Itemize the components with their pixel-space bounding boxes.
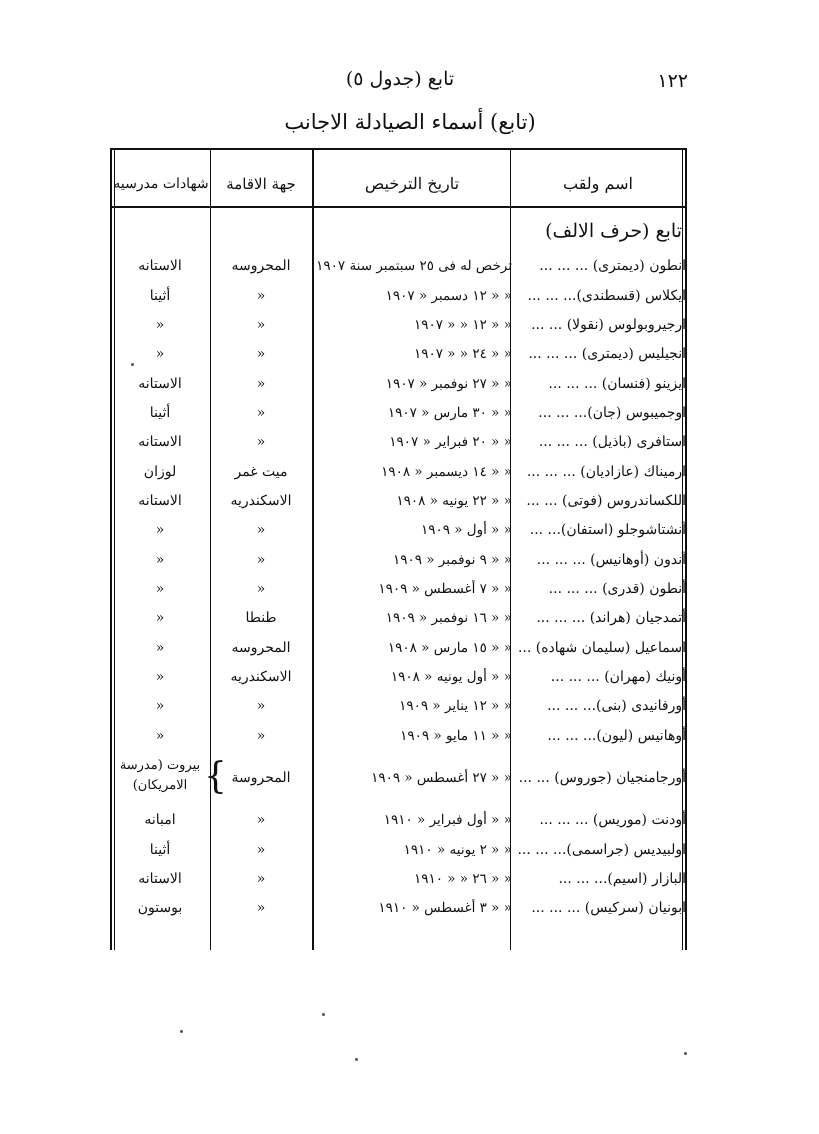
license-date: « « ٢٠ فبراير « ١٩٠٧ [389,434,512,450]
residence: « [256,842,266,858]
pharmacist-name: أوهانيس (ليون)... ... ... [547,728,686,744]
certificate: « [155,669,165,685]
license-date: « « أول يونيه « ١٩٠٨ [390,669,512,685]
residence: « [256,317,266,333]
table-row [0,252,819,280]
certificate: أثينا [149,288,171,304]
residence: « [256,581,266,597]
speck-mark [684,1052,687,1055]
residence: « [256,871,266,887]
table-row [0,458,819,486]
certificate: الاستانه [138,258,182,274]
table-row [0,575,819,603]
residence: طنطا [245,610,277,626]
certificate: أثينا [149,405,171,421]
pharmacist-name: اوجميبوس (جان)... ... ... [538,405,686,421]
table-row [0,663,819,691]
pharmacist-name: ارجيروبولوس (نقولا) ... ... [531,317,686,333]
license-date: « « ٢٧ أغسطس « ١٩٠٩ [371,770,512,786]
residence: « [256,288,266,304]
certificate: الاستانه [138,493,182,509]
certificate: امبانه [144,812,176,828]
pharmacist-name: أونيك (مهران) ... ... ... [550,669,686,685]
residence: « [256,728,266,744]
certificate: « [155,698,165,714]
table-row [0,806,819,834]
certificate: « [155,610,165,626]
pharmacist-name: استافرى (باذيل) ... ... ... [538,434,686,450]
license-date: « « ١٦ نوفمبر « ١٩٠٩ [385,610,512,626]
certificate: « [155,581,165,597]
certificate: « [155,640,165,656]
pharmacist-name: أنطون (قدرى) ... ... ... [548,581,686,597]
header-residence: جهة الاقامة [226,175,296,193]
speck-mark [131,363,134,366]
license-date: « « ١٢ دسمبر « ١٩٠٧ [385,288,512,304]
residence: المحروسة [231,770,291,786]
pharmacist-name: البازار (اسيم)... ... ... [558,871,686,887]
pharmacist-name: آنشتاشوجلو (استفان)... ... [529,522,686,538]
certificate: « [155,317,165,333]
license-date: « « ٣ أغسطس « ١٩١٠ [378,900,512,916]
residence: « [256,698,266,714]
table-row [0,836,819,864]
pharmacist-name: ارميناك (عازاديان) ... ... ... [526,464,686,480]
residence: الاسكندريه [230,493,292,509]
license-date: « « ٩ نوفمبر « ١٩٠٩ [392,552,512,568]
certificate: « [155,522,165,538]
license-date: « « ١٢ « « ١٩٠٧ [413,317,512,333]
table-row [0,546,819,574]
speck-mark [180,1030,183,1033]
license-date: « « ١١ مايو « ١٩٠٩ [400,728,512,744]
pharmacist-name: اسماعيل (سليمان شهاده) ... [517,640,686,656]
license-date: « « ٢٢ يونيه « ١٩٠٨ [396,493,512,509]
license-date: « « أول « ١٩٠٩ [420,522,512,538]
pharmacist-name: اللكساندروس (فوتى) ... ... [526,493,686,509]
residence: « [256,346,266,362]
license-date: « « ١٤ ديسمبر « ١٩٠٨ [381,464,512,480]
header-license-date: تاريخ الترخيص [364,174,460,193]
certificate: أثينا [149,842,171,858]
speck-mark [322,1013,325,1016]
residence: « [256,900,266,916]
license-date: ترخص له فى ٢٥ سبتمبر سنة ١٩٠٧ [316,258,512,274]
certificate: لوزان [143,464,177,480]
table-row [0,487,819,515]
running-title: تابع (جدول ٥) [345,68,455,90]
pharmacist-name: انطون (ديمترى) ... ... ... [539,258,686,274]
pharmacist-name: ابونيان (سركيس) ... ... ... [531,900,686,916]
certificate: الاستانه [138,434,182,450]
license-date: « « ٧ أغسطس « ١٩٠٩ [378,581,512,597]
header-name: اسم ولقب [563,174,633,193]
residence: ميت غمر [234,464,288,480]
residence: الاسكندريه [230,669,292,685]
table-top-rule [112,148,686,150]
pharmacist-name: أورفانيدى (بنى)... ... ... [547,698,686,714]
residence: « [256,522,266,538]
certificate: بوستون [137,900,183,916]
license-date: « « ٣٠ مارس « ١٩٠٧ [387,405,512,421]
certificate: « [155,728,165,744]
table-row [0,692,819,720]
table-row [0,370,819,398]
license-date: « « ١٥ مارس « ١٩٠٨ [387,640,512,656]
license-date: « « ٢ يونيه « ١٩١٠ [403,842,512,858]
residence: « [256,376,266,392]
brace-mark: { [204,756,227,797]
pharmacist-name: آندون (أوهانيس) ... ... ... [536,552,686,568]
pharmacist-name: ايزينو (فنسان) ... ... ... [548,376,686,392]
license-date: « « ٢٤ « « ١٩٠٧ [413,346,512,362]
table-row [0,399,819,427]
certificate: « [155,346,165,362]
pharmacist-name: أودنت (موريس) ... ... ... [539,812,686,828]
table-row [0,282,819,310]
pharmacist-name: أتمدجيان (هراند) ... ... ... [536,610,686,626]
page-number: ١٢٢ [657,70,688,92]
certificate: الاستانه [138,871,182,887]
residence: « [256,552,266,568]
pharmacist-name: انجيليس (ديمترى) ... ... ... [528,346,686,362]
header-certificates: شهادات مدرسيه [113,176,209,192]
certificate: بيروت (مدرسة الامريكان) [119,758,201,793]
table-row [0,604,819,632]
table-row [0,428,819,456]
pharmacist-name: اولبيديس (جراسمى)... ... ... [517,842,686,858]
table-row [0,516,819,544]
header-separator-rule [112,206,686,208]
pharmacist-name: أورجامنجيان (جوروس) ... ... [518,770,686,786]
residence: « [256,434,266,450]
residence: المحروسه [231,258,291,274]
residence: المحروسه [231,640,291,656]
table-row [0,722,819,750]
table-row [0,865,819,893]
table-row [0,634,819,662]
table-title: (تابع) أسماء الصيادلة الاجانب [284,110,536,134]
certificate: « [155,552,165,568]
table-row [0,340,819,368]
pharmacist-name: ايكلاس (قسطندى)... ... ... [527,288,686,304]
residence: « [256,405,266,421]
license-date: « « ٢٧ نوفمبر « ١٩٠٧ [385,376,512,392]
table-row [0,894,819,922]
table-row [0,311,819,339]
residence: « [256,812,266,828]
certificate: الاستانه [138,376,182,392]
license-date: « « أول فبراير « ١٩١٠ [383,812,512,828]
license-date: « « ١٢ يناير « ١٩٠٩ [399,698,512,714]
speck-mark [355,1058,358,1061]
license-date: « « ٢٦ « « ١٩١٠ [413,871,512,887]
table-row [0,756,819,797]
section-heading: تابع (حرف الالف) [545,220,682,242]
